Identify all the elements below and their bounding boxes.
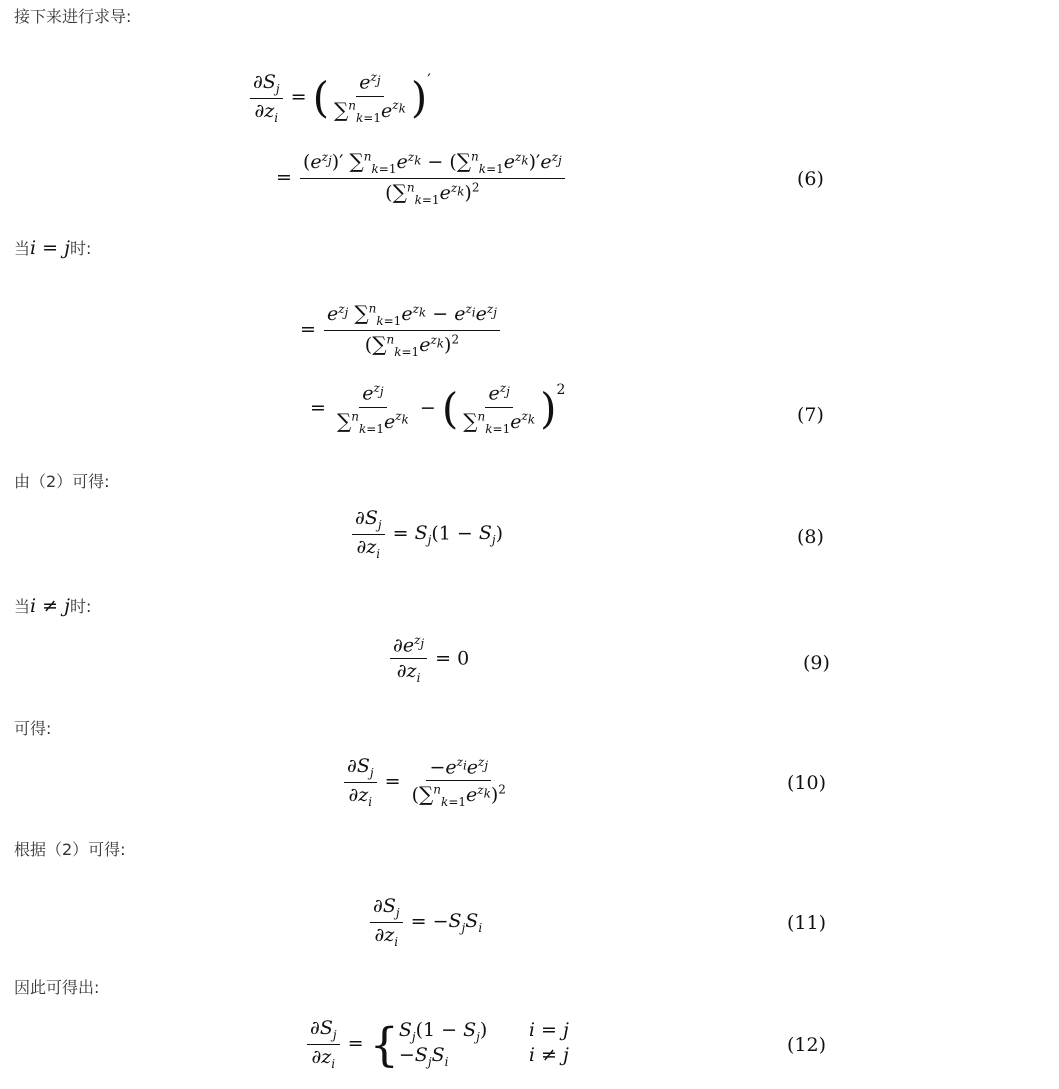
case-equal-text: 当i = j时: [14, 237, 92, 259]
equation-number-11: (11) [787, 912, 827, 934]
equation-number-6: (6) [797, 168, 824, 190]
by-2-text: 根据（2）可得: [14, 840, 126, 859]
equation-number-7: (7) [797, 404, 824, 426]
equation-6-line1: $\frac{\partial S_j}{\partial z_i}$ = ( $\frac{e^{z_j}}{\sum^n_{k=1}e^{z_k}}$ )′ [248, 70, 431, 125]
equation-number-9: (9) [803, 652, 830, 674]
equation-10: $\frac{\partial S_j}{\partial z_i}$ = $\frac{-e^{z_i}e^{z_j}}{(\sum^n_{k=1}e^{z_k})^2}$ [342, 756, 511, 809]
equation-7-line2: = $\frac{e^{z_j}}{\sum^n_{k=1}e^{z_k}}$ − ( $\frac{e^{z_j}}{\sum^n_{k=1}e^{z_k}}$ )$^2$ [310, 381, 566, 436]
get-text: 可得: [14, 719, 52, 738]
intro-text: 接下来进行求导: [14, 7, 132, 26]
equation-number-10: (10) [787, 772, 827, 794]
equation-number-8: (8) [797, 526, 824, 548]
equation-6-line2: = $\frac{(e^{z_j})' \sum^n_{k=1}e^{z_k} - (\sum^n_{k=1}e^{z_k})'e^{z_j}}{(\sum^n_{k=1}e^{z_k})^2}$ [276, 150, 567, 207]
equation-number-12: (12) [787, 1034, 827, 1056]
equation-9: $\frac{\partial e^{z_j}}{\partial z_i}$ = 0 [388, 634, 469, 685]
case-not-equal-text: 当i ≠ j时: [14, 595, 92, 617]
equation-7-line1: = $\frac{e^{z_j} \sum^n_{k=1}e^{z_k} - e^{z_i}e^{z_j}}{(\sum^n_{k=1}e^{z_k})^2}$ [300, 302, 502, 359]
equation-12: $\frac{\partial S_j}{\partial z_i}$ = { $S_j(1 - S_j)$ i = j $-S_jS_i$ i ≠ j [305, 1018, 569, 1071]
equation-8: $\frac{\partial S_j}{\partial z_i}$ = $S_j(1 - S_j)$ [350, 508, 503, 561]
from-2-text: 由（2）可得: [14, 472, 110, 491]
therefore-text: 因此可得出: [14, 978, 100, 997]
equation-11: $\frac{\partial S_j}{\partial z_i}$ = $-S_jS_i$ [368, 896, 482, 949]
